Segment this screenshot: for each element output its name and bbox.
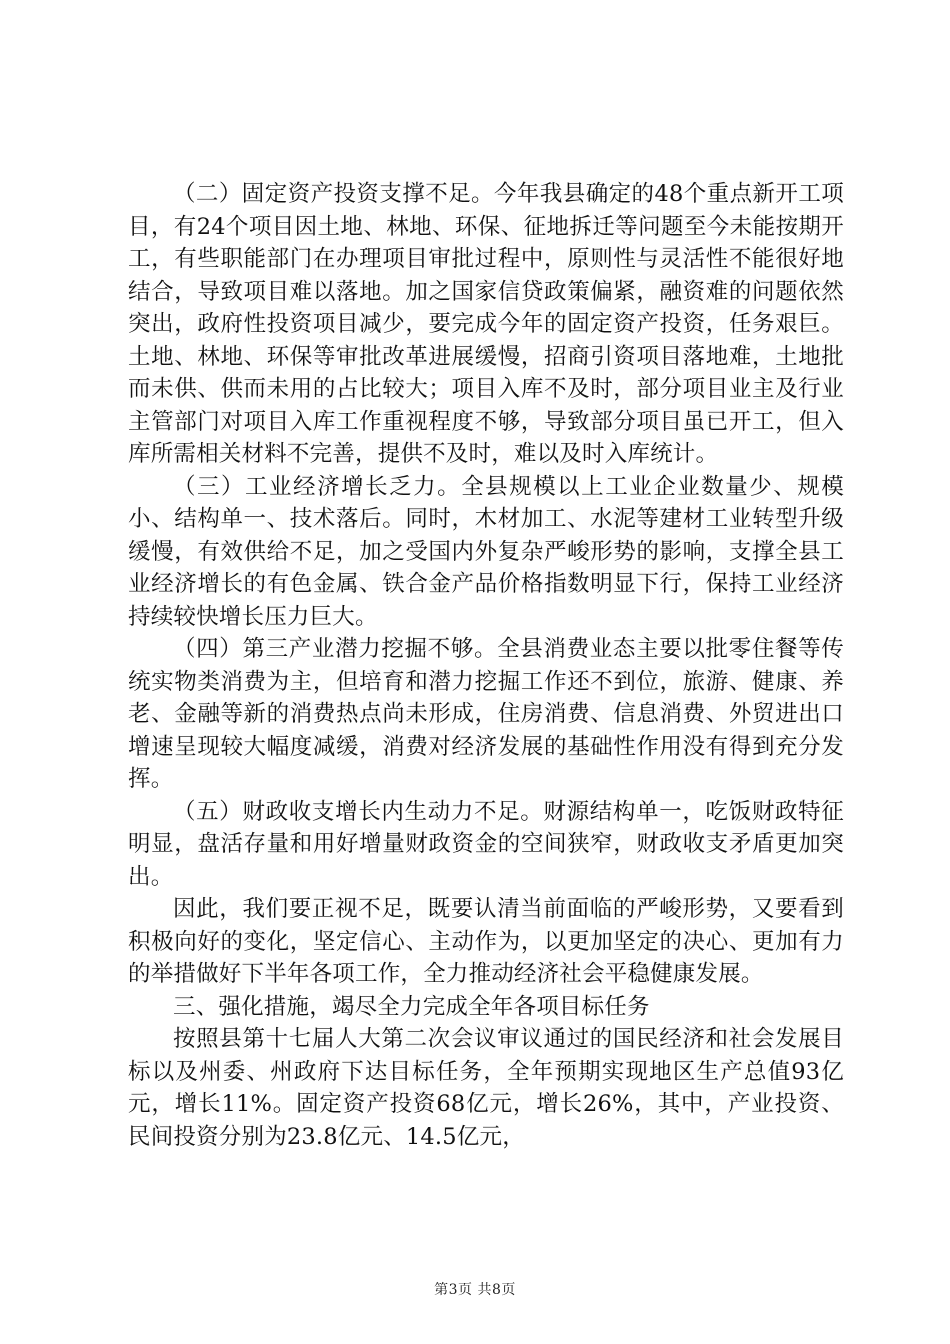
paragraph-fiscal-revenue: （五）财政收支增长内生动力不足。财源结构单一，吃饭财政特征明显，盘活存量和用好增量财政资金的空间狭窄，财政收支矛盾更加突出。 <box>128 798 844 890</box>
paragraph-conclusion: 因此，我们要正视不足，既要认清当前面临的严峻形势，又要看到积极向好的变化，坚定信心、主动作为，以更加坚定的决心、更加有力的举措做好下半年各项工作，全力推动经济社会平稳健康发展。 <box>128 896 844 987</box>
document-body <box>128 178 844 1153</box>
paragraph-fixed-asset-investment: （二）固定资产投资支撑不足。今年我县确定的48个重点新开工项目，有24个项目因土地、林地、环保、征地拆迁等问题至今未能按期开工，有些职能部门在办理项目审批过程中，原则性与灵活性不能很好地结合，导致项目难以落地。加之国家信贷政策偏紧，融资难的问题依然突出，政府性投资项目减少，要完成今年的固定资产投资，任务艰巨。土地、林地、环保等审批改革进展缓慢，招商引资项目落地难，土地批而未供、供而未用的占比较大；项目入库不及时，部分项目业主及行业主管部门对项目入库工作重视程度不够，导致部分项目虽已开工，但入库所需相关材料不完善，提供不及时，难以及时入库统计。 <box>128 181 844 467</box>
paragraph-annual-targets: 按照县第十七届人大第二次会议审议通过的国民经济和社会发展目标以及州委、州政府下达目标任务，全年预期实现地区生产总值93亿元，增长11%。固定资产投资68亿元，增长26%，其中，产业投资、民间投资分别为23.8亿元、14.5亿元， <box>128 1026 844 1150</box>
paragraph-industrial-economy: （三）工业经济增长乏力。全县规模以上工业企业数量少、规模小、结构单一、技术落后。同时，木材加工、水泥等建材工业转型升级缓慢，有效供给不足，加之受国内外复杂严峻形势的影响，支撑全县工业经济增长的有色金属、铁合金产品价格指数明显下行，保持工业经济持续较快增长压力巨大。 <box>128 473 844 630</box>
page-footer: 第3页 共8页 <box>434 1282 516 1298</box>
paragraph-tertiary-industry: （四）第三产业潜力挖掘不够。全县消费业态主要以批零住餐等传统实物类消费为主，但培育和潜力挖掘工作还不到位，旅游、健康、养老、金融等新的消费热点尚未形成，住房消费、信息消费、外贸进出口增速呈现较大幅度减缓，消费对经济发展的基础性作用没有得到充分发挥。 <box>128 636 844 792</box>
section-heading: 三、强化措施，竭尽全力完成全年各项目标任务 <box>173 993 650 1020</box>
